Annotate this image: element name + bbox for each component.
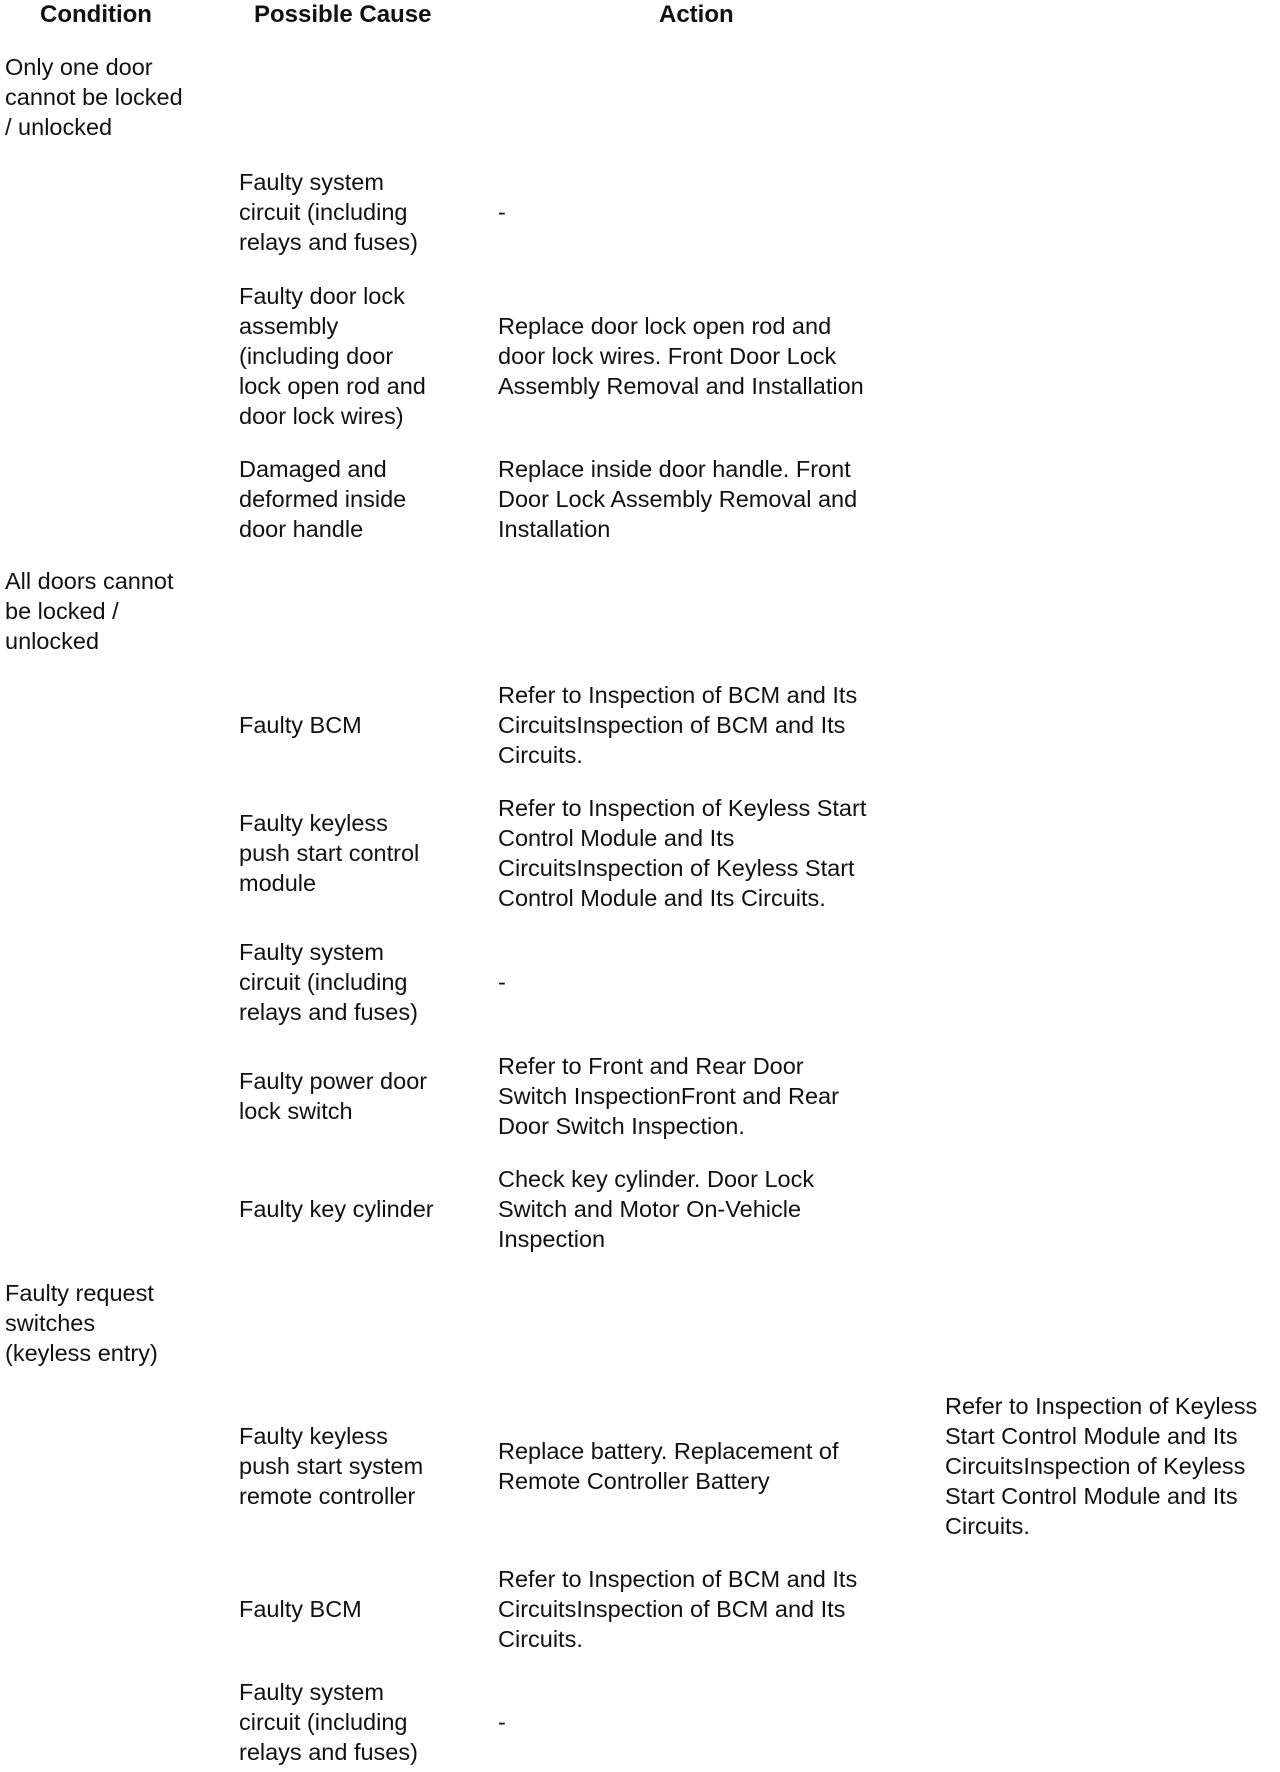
cause-cell: Faulty system circuit (including relays and fuses) bbox=[239, 939, 418, 1025]
action-cell: Refer to Inspection of BCM and Its CircuitsInspection of BCM and Its Circuits. bbox=[498, 682, 858, 768]
cause-cell: Faulty BCM bbox=[239, 712, 362, 738]
action-cell: Replace battery. Replacement of Remote Controller Battery bbox=[498, 1438, 839, 1494]
cause-cell: Faulty system circuit (including relays and fuses) bbox=[239, 169, 418, 255]
cause-cell: Faulty key cylinder bbox=[239, 1196, 434, 1222]
header-condition: Condition bbox=[40, 1, 152, 28]
action-cell: Check key cylinder. Door Lock Switch and Motor On-Vehicle Inspection bbox=[498, 1166, 815, 1252]
condition-cell: Only one door cannot be locked / unlocked bbox=[5, 54, 183, 140]
action-cell: Replace inside door handle. Front Door Lock Assembly Removal and Installation bbox=[498, 456, 858, 542]
action-cell: Refer to Inspection of BCM and Its CircuitsInspection of BCM and Its Circuits. bbox=[498, 1566, 858, 1652]
header-possible-cause: Possible Cause bbox=[254, 1, 432, 28]
cause-cell: Faulty keyless push start control module bbox=[239, 810, 420, 896]
cause-cell: Faulty power door lock switch bbox=[239, 1068, 428, 1124]
action-cell: - bbox=[498, 969, 506, 995]
action-cell: Replace door lock open rod and door lock wires. Front Door Lock Assembly Removal and Installation bbox=[498, 313, 864, 399]
cause-cell: Faulty system circuit (including relays and fuses) bbox=[239, 1679, 418, 1765]
cause-cell: Faulty BCM bbox=[239, 1596, 362, 1622]
action-cell: - bbox=[498, 199, 506, 225]
cause-cell: Faulty door lock assembly (including door lock open rod and door lock wires) bbox=[239, 283, 426, 429]
condition-cell: All doors cannot be locked / unlocked bbox=[5, 568, 174, 654]
header-action: Action bbox=[659, 1, 734, 28]
extra-action-cell: Refer to Inspection of Keyless Start Control Module and Its CircuitsInspection of Keyless Start Control Module and Its Circuits. bbox=[945, 1393, 1258, 1539]
condition-cell: Faulty request switches (keyless entry) bbox=[5, 1280, 158, 1366]
action-cell: Refer to Inspection of Keyless Start Control Module and Its CircuitsInspection of Keyless Start Control Module and Its Circuits. bbox=[498, 795, 867, 911]
cause-cell: Faulty keyless push start system remote controller bbox=[239, 1423, 424, 1509]
action-cell: Refer to Front and Rear Door Switch InspectionFront and Rear Door Switch Inspection. bbox=[498, 1053, 839, 1139]
cause-cell: Damaged and deformed inside door handle bbox=[239, 456, 407, 542]
action-cell: - bbox=[498, 1709, 506, 1735]
